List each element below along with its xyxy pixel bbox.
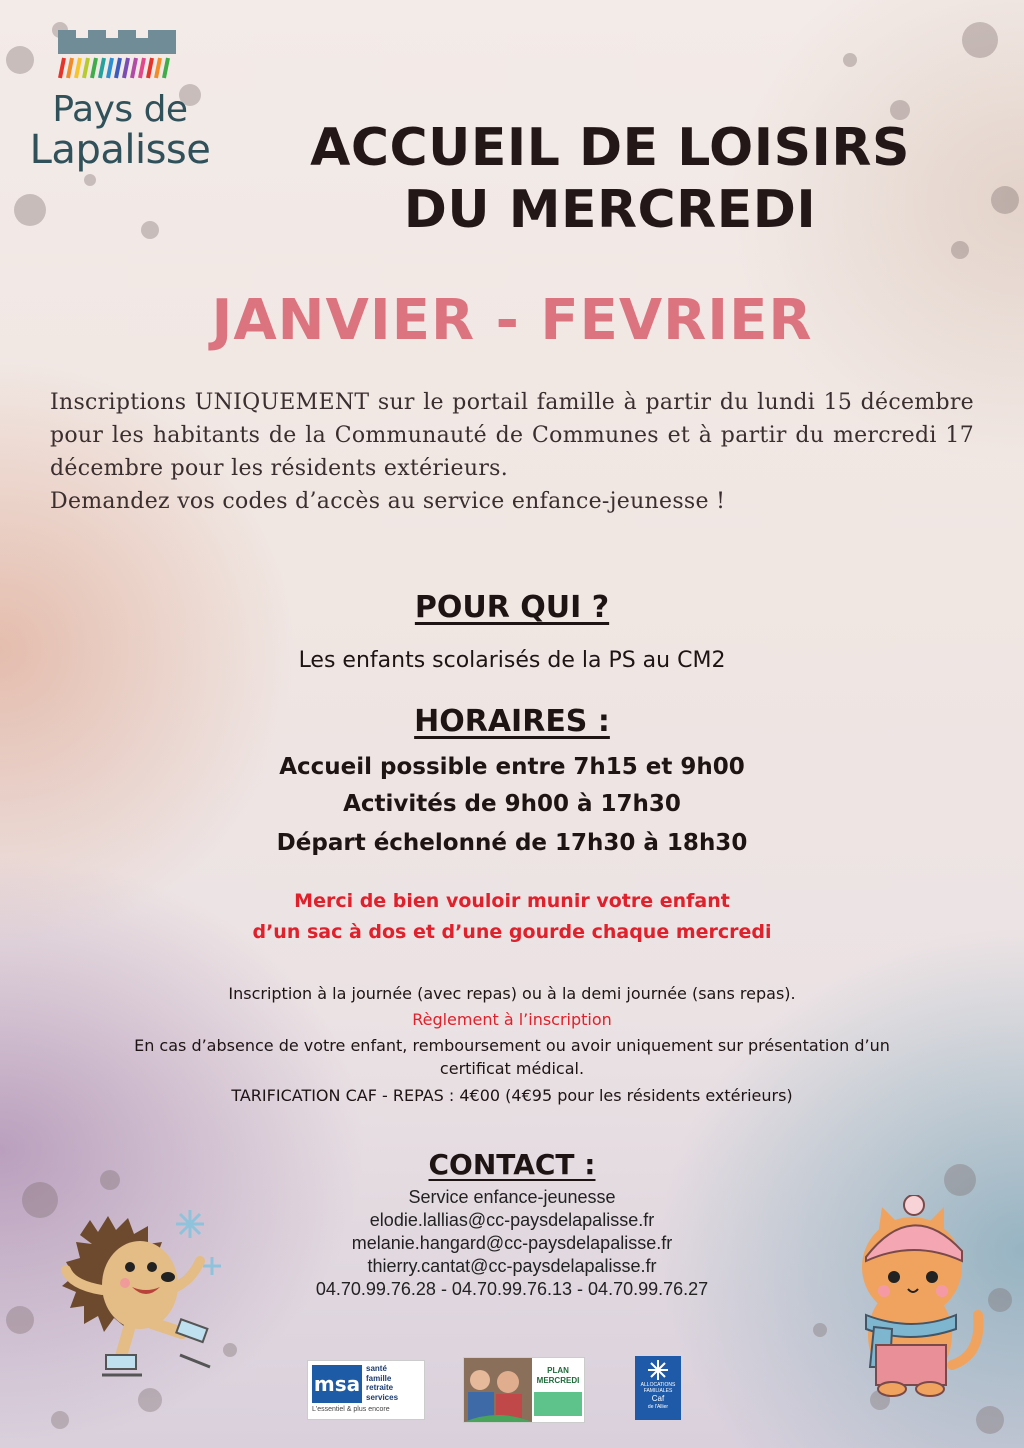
- caf-line: Caf: [651, 1394, 665, 1403]
- period-subtitle: JANVIER - FEVRIER: [211, 288, 813, 353]
- snowflake-icon: [648, 1360, 668, 1380]
- msa-logo: [307, 1360, 425, 1420]
- info-line-4: certificat médical.: [439, 1059, 585, 1078]
- info-line-3: En cas d’absence de votre enfant, remboursement ou avoir uniquement sur présentation d’un: [134, 1036, 890, 1055]
- intro-note: Demandez vos codes d’accès au service enfance-jeunesse !: [50, 489, 726, 514]
- caf-line: de l'Allier: [647, 1404, 669, 1410]
- plan-line: MERCREDI: [536, 1376, 580, 1385]
- cat-winter-icon: [848, 1195, 998, 1400]
- plan-mercredi-logo: [463, 1357, 585, 1423]
- plan-mercredi-photo: [464, 1358, 532, 1422]
- msa-line: retraite: [366, 1383, 394, 1392]
- logo-line-2: Lapalisse: [29, 127, 211, 173]
- horaire-line: Accueil possible entre 7h15 et 9h00: [279, 754, 745, 780]
- plan-mercredi-text: [534, 1366, 582, 1386]
- plan-mercredi-band: [534, 1392, 582, 1416]
- msa-tagline: L'essentiel & plus encore: [312, 1406, 390, 1413]
- intro-text: [50, 386, 974, 518]
- pour-qui-text: Les enfants scolarisés de la PS au CM2: [298, 648, 726, 673]
- caf-line: FAMILIALES: [643, 1388, 673, 1394]
- logo-line-1: Pays de: [52, 89, 188, 130]
- contact-email[interactable]: thierry.cantat@cc-paysdelapalisse.fr: [367, 1256, 657, 1276]
- msa-services: [366, 1364, 398, 1402]
- contact-service: Service enfance-jeunesse: [408, 1187, 616, 1207]
- page-title-line-2: DU MERCREDI: [403, 180, 817, 240]
- horaire-line: Départ échelonné de 17h30 à 18h30: [276, 830, 748, 856]
- caf-line: ALLOCATIONS: [640, 1382, 676, 1388]
- pour-qui-heading: POUR QUI ?: [414, 590, 610, 625]
- msa-line: famille: [366, 1373, 392, 1383]
- contact-email[interactable]: melanie.hangard@cc-paysdelapalisse.fr: [351, 1233, 673, 1253]
- info-line-2: Règlement à l’inscription: [412, 1010, 612, 1029]
- logo-castle-icon: [56, 22, 178, 82]
- info-line-5: TARIFICATION CAF - REPAS : 4€00 (4€95 pour les résidents extérieurs): [231, 1086, 793, 1105]
- page-title-line-1: ACCUEIL DE LOISIRS: [310, 118, 910, 178]
- horaires-heading: HORAIRES :: [414, 704, 610, 739]
- info-line-1: Inscription à la journée (avec repas) ou à la demi journée (sans repas).: [228, 984, 796, 1003]
- logo-text: [20, 89, 220, 173]
- contact-email[interactable]: elodie.lallias@cc-paysdelapalisse.fr: [369, 1210, 655, 1230]
- contact-phones: 04.70.99.76.28 - 04.70.99.76.13 - 04.70.99.76.27: [315, 1279, 709, 1299]
- intro-paragraph: Inscriptions UNIQUEMENT sur le portail famille à partir du lundi 15 décembre pour les habitants de la Communauté de Communes et à partir du mercredi 17 décembre pour les résidents extérieurs.: [50, 390, 974, 481]
- plan-line: PLAN: [547, 1366, 569, 1375]
- horaire-line: Activités de 9h00 à 17h30: [343, 791, 681, 817]
- contact-heading: CONTACT :: [428, 1148, 596, 1181]
- msa-mark: msa: [312, 1365, 362, 1403]
- caf-logo: [635, 1356, 681, 1420]
- children-photo-icon: [464, 1358, 532, 1422]
- reminder-line-2: d’un sac à dos et d’une gourde chaque mercredi: [252, 921, 772, 943]
- hedgehog-skater-icon: [40, 1195, 250, 1395]
- caf-text: [635, 1382, 681, 1410]
- reminder-line-1: Merci de bien vouloir munir votre enfant: [294, 890, 730, 912]
- msa-line: santé: [366, 1364, 387, 1373]
- msa-line: services: [366, 1392, 399, 1402]
